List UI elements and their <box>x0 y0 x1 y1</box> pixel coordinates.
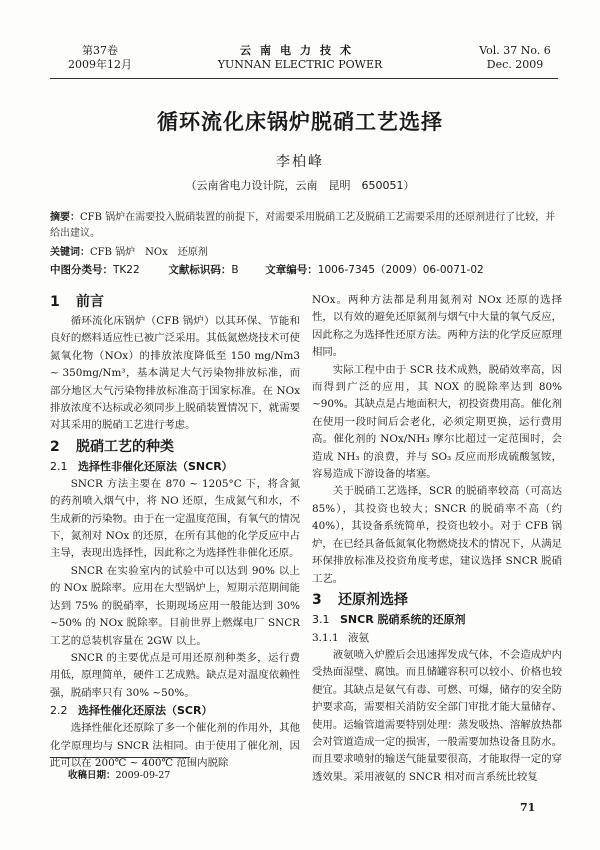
paragraph-continued: NOx。两种方法都是利用氮剂对 NOx 还原的选择性，以有效的避免还原氮剂与烟气中大量的氧气反应，因此称之为选择性还原方法。两种方法的化学反应原理相同。 <box>312 294 562 359</box>
section-title: 脱硝工艺的种类 <box>76 438 174 455</box>
running-header-center <box>180 44 420 72</box>
doc-code-label: 文献标识码： <box>168 264 232 276</box>
volume-cn: 第37卷 <box>82 44 118 57</box>
section-heading-3 <box>312 590 562 610</box>
footnote-rule <box>50 757 190 758</box>
paragraph-liquid-ammonia: 液氨喷入炉膛后会迅速挥发成气体，不会造成炉内受热面湿壁、腐蚀。而且储罐容积可以较小、价格也较便宜。其缺点是氨气有毒、可燃、可爆，储存的安全防护要求高，需要相关消防安全部门审批才能大量储存、使用。运输管道需要特别处理：蒸发吸热、溶解放热都会对管道造成一定的损害，一般需要加热设备且防水。而且要求喷射的输送气能量要很高，才能取得一定的穿透效果。采用液氨的 SNCR 相对而言系统比较复 <box>312 648 562 783</box>
journal-name-en: YUNNAN ELECTRIC POWER <box>217 58 383 71</box>
subsection-number: 2.1 <box>50 459 68 473</box>
subsection-heading-2-2 <box>50 702 300 720</box>
clc-label: 中图分类号： <box>50 264 113 276</box>
received-label: 收稿日期： <box>68 770 116 781</box>
volume-en: Vol. 37 No. 6 <box>479 44 551 57</box>
keywords-text: CFB 锅炉 NOx 还原剂 <box>90 247 208 258</box>
subsection-heading-3-1 <box>312 611 562 629</box>
keywords-label: 关键词： <box>50 247 90 258</box>
subsubsection-number: 3.1.1 <box>312 631 339 644</box>
subsection-title: SNCR 脱硝系统的还原剂 <box>340 612 466 626</box>
page-number: 71 <box>520 801 536 814</box>
article-title: 循环流化床锅炉脱硝工艺选择 <box>157 110 443 134</box>
paragraph-introduction: 循环流化床锅炉（CFB 锅炉）以其环保、节能和良好的燃料适应性已被广泛采用。其低氮燃烧技术可使氮氧化物（NOx）的排放浓度降低至 150 mg/Nm3 ~ 350mg/Nm³，基本满足大气污染物排放标准，而部分地区大气污染物排放标准高于国家标准。在 NOx 排放浓度不达标或必须同步上脱硝装置情况下，就需要对其采用的脱硝工艺进行考虑。 <box>50 315 300 432</box>
abstract-label: 摘要： <box>50 212 80 223</box>
footnote-received-date <box>68 767 170 781</box>
section-title: 还原剂选择 <box>338 591 408 608</box>
journal-name-cn: 云南电力技术 <box>240 44 360 57</box>
subsubsection-heading-3-1-1 <box>312 629 562 647</box>
running-header-left <box>55 44 145 72</box>
subsection-number: 2.2 <box>50 704 68 718</box>
keywords <box>50 245 560 261</box>
author-name: 李柏峰 <box>276 154 324 170</box>
doc-code-value: B <box>231 264 239 276</box>
subsection-number: 3.1 <box>312 612 330 626</box>
paragraph-sncr-2: SNCR 在实验室内的试验中可以达到 90% 以上的 NOx 脱除率。应用在大型锅炉上，短期示范期间能达到 75% 的脱硝率，长期现场应用一般能达到 30% ~50% 的 NOx 脱除率。目前世界上燃煤电厂 SNCR 工艺的总装机容量在 2GW 以上。 <box>50 564 300 647</box>
paragraph-process-choice: 关于脱硝工艺选择，SCR 的脱硝率较高（可高达 85%），其投资也较大；SNCR 的脱硝率不高（约 40%），其设备系统简单，投资也较小。对于 CFB 锅炉，在已经具备低氮氧化物燃烧技术的情况下，从满足环保排放标准及投资角度考虑，建议选择 SNCR 脱硝工艺。 <box>312 485 562 585</box>
date-cn: 2009年12月 <box>68 58 132 71</box>
subsection-heading-2-1 <box>50 458 300 476</box>
abstract-text: CFB 锅炉在需要投入脱硝装置的前提下，对需要采用脱硝工艺及脱硝工艺需要采用的还原剂进行了比较，并给出建议。 <box>50 212 556 239</box>
section-title: 前言 <box>76 294 104 310</box>
author-affiliation: （云南省电力设计院，云南 昆明 650051） <box>185 179 415 192</box>
clc-value: TK22 <box>113 264 140 276</box>
paragraph-sncr-1: SNCR 方法主要在 870 ~ 1205°C 下，将含氮的药剂喷入烟气中，将 NO 还原，生成氮气和水，不生成新的污染物。由于在一定温度范围，有氧气的情况下，氮剂对 NOx 的还原，在所有其他的化学反应中占主导，表现出选择性，因此称之为选择性非催化还原。 <box>50 477 300 560</box>
header-rule <box>50 78 558 79</box>
date-en: Dec. 2009 <box>486 58 544 71</box>
section-number: 2 <box>50 438 60 455</box>
abstract <box>50 210 560 242</box>
received-value: 2009-09-27 <box>115 770 171 781</box>
section-heading-1 <box>50 292 300 312</box>
subsubsection-title: 液氨 <box>348 631 369 644</box>
subsection-title: 选择性催化还原法（SCR） <box>78 704 213 718</box>
section-number: 3 <box>312 591 322 608</box>
paragraph-sncr-3: SNCR 的主要优点是可用还原剂种类多，运行费用低，原理简单，硬件工艺成熟。缺点是对温度依赖性强，脱硝率只有 30% ~50%。 <box>50 651 300 699</box>
subsection-title: 选择性非催化还原法（SNCR） <box>78 459 233 473</box>
section-number: 1 <box>50 294 60 310</box>
right-column <box>312 292 562 786</box>
section-heading-2 <box>50 437 300 457</box>
running-header-right <box>470 44 560 72</box>
classification-line <box>50 262 560 278</box>
article-no-value: 1006-7345（2009）06-0071-02 <box>317 264 484 276</box>
article-no-label: 文章编号： <box>265 264 318 276</box>
left-column <box>50 290 300 772</box>
paragraph-scr-practice: 实际工程中由于 SCR 技术成熟，脱硝效率高，因而得到广泛的应用，其 NOX 的脱除率达到 80% ~90%。其缺点是占地面积大，初投资费用高。催化剂在使用一段时间后会老化，必须定期更换，运行费用高。催化剂的 NOx/NH₃ 摩尔比超过一定范围时，会造成 NH₃ 的浪费，并与 SO₃ 反应而形成硫酸氢铵，容易造成下游设备的堵塞。 <box>312 363 563 481</box>
paragraph-scr-1: 选择性催化还原除了多一个催化剂的作用外，其他化学原理均与 SNCR 法相同。由于使用了催化剂，因此可以在 200℃ ~ 400℃ 范围内脱除 <box>50 722 300 769</box>
